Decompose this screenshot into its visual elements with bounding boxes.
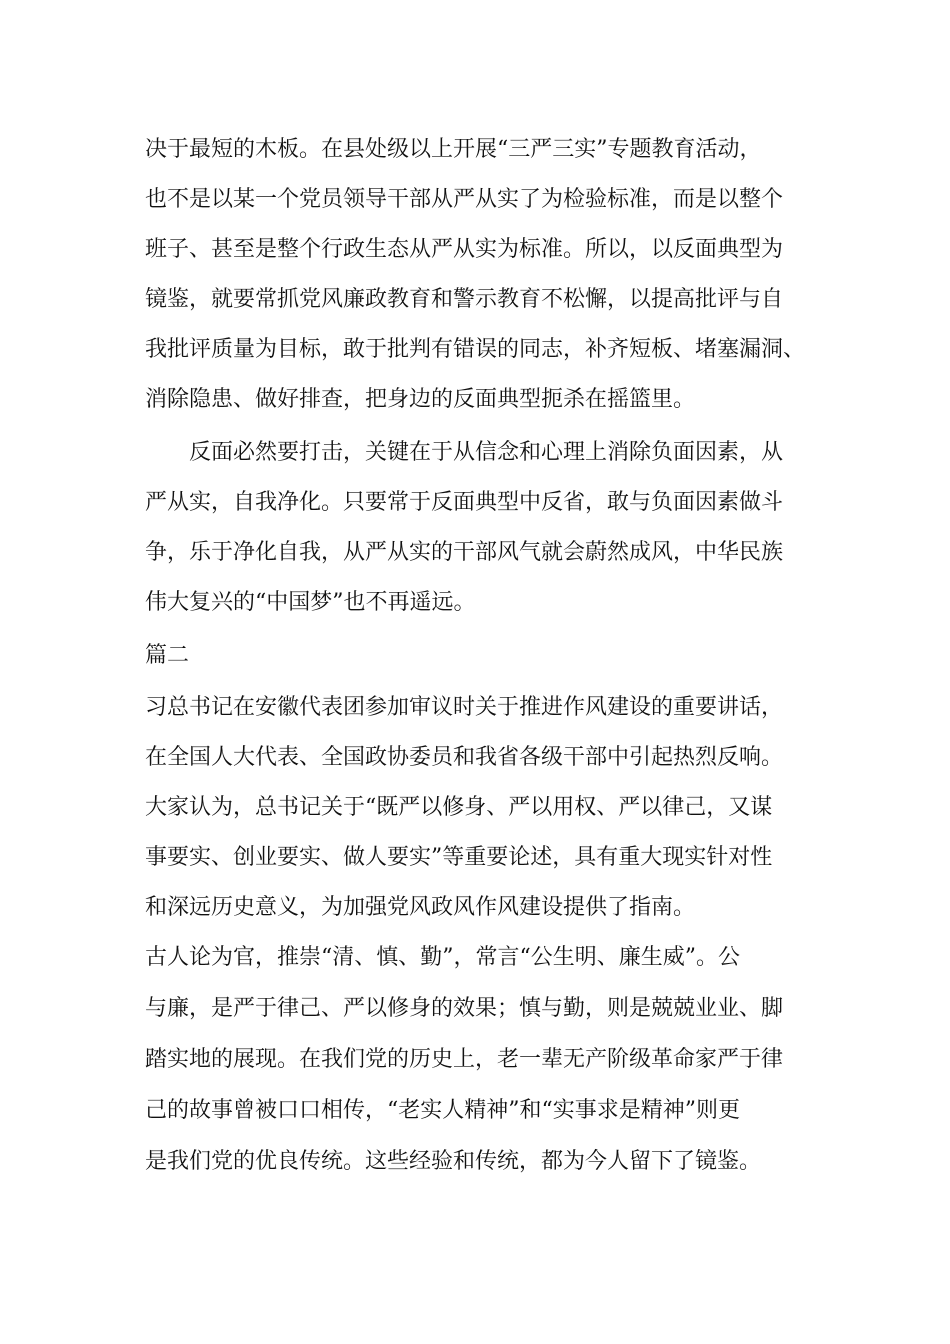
text-line: 踏实地的展现。在我们党的历史上，老一辈无产阶级革命家严于律 xyxy=(145,1047,784,1072)
text-line: 也不是以某一个党员领导干部从严从实了为检验标准，而是以整个 xyxy=(145,187,784,212)
text-line: 反面必然要打击，关键在于从信念和心理上消除负面因素，从 xyxy=(189,440,784,465)
text-line: 习总书记在安徽代表团参加审议时关于推进作风建设的重要讲话， xyxy=(145,695,784,720)
text-line: 消除隐患、做好排查，把身边的反面典型扼杀在摇篮里。 xyxy=(145,387,696,412)
text-line: 严从实，自我净化。只要常于反面典型中反省，敢与负面因素做斗 xyxy=(145,490,784,515)
text-line: 决于最短的木板。在县处级以上开展“三严三实”专题教育活动， xyxy=(145,137,762,162)
text-line: 在全国人大代表、全国政协委员和我省各级干部中引起热烈反响。 xyxy=(145,745,784,770)
text-line: 和深远历史意义，为加强党风政风作风建设提供了指南。 xyxy=(145,895,696,920)
text-line: 大家认为，总书记关于“既严以修身、严以用权、严以律己，又谋 xyxy=(145,795,773,820)
text-line: 与廉，是严于律己、严以修身的效果；慎与勤，则是兢兢业业、脚 xyxy=(145,996,784,1021)
text-line: 班子、甚至是整个行政生态从严从实为标准。所以，以反面典型为 xyxy=(145,237,784,262)
text-line: 我批评质量为目标，敢于批判有错误的同志，补齐短板、堵塞漏洞、 xyxy=(145,337,806,362)
text-line: 争，乐于净化自我，从严从实的干部风气就会蔚然成风，中华民族 xyxy=(145,540,784,565)
text-line: 己的故事曾被口口相传，“老实人精神”和“实事求是精神”则更 xyxy=(145,1098,740,1123)
text-line: 是我们党的优良传统。这些经验和传统，都为今人留下了镜鉴。 xyxy=(145,1149,762,1174)
text-line: 古人论为官，推崇“清、慎、勤”，常言“公生明、廉生威”。公 xyxy=(145,945,740,970)
text-line: 镜鉴，就要常抓党风廉政教育和警示教育不松懈，以提高批评与自 xyxy=(145,287,784,312)
text-line: 伟大复兴的“中国梦”也不再遥远。 xyxy=(145,590,476,615)
text-line: 事要实、创业要实、做人要实”等重要论述，具有重大现实针对性 xyxy=(145,845,773,870)
section-heading: 篇二 xyxy=(145,643,190,668)
